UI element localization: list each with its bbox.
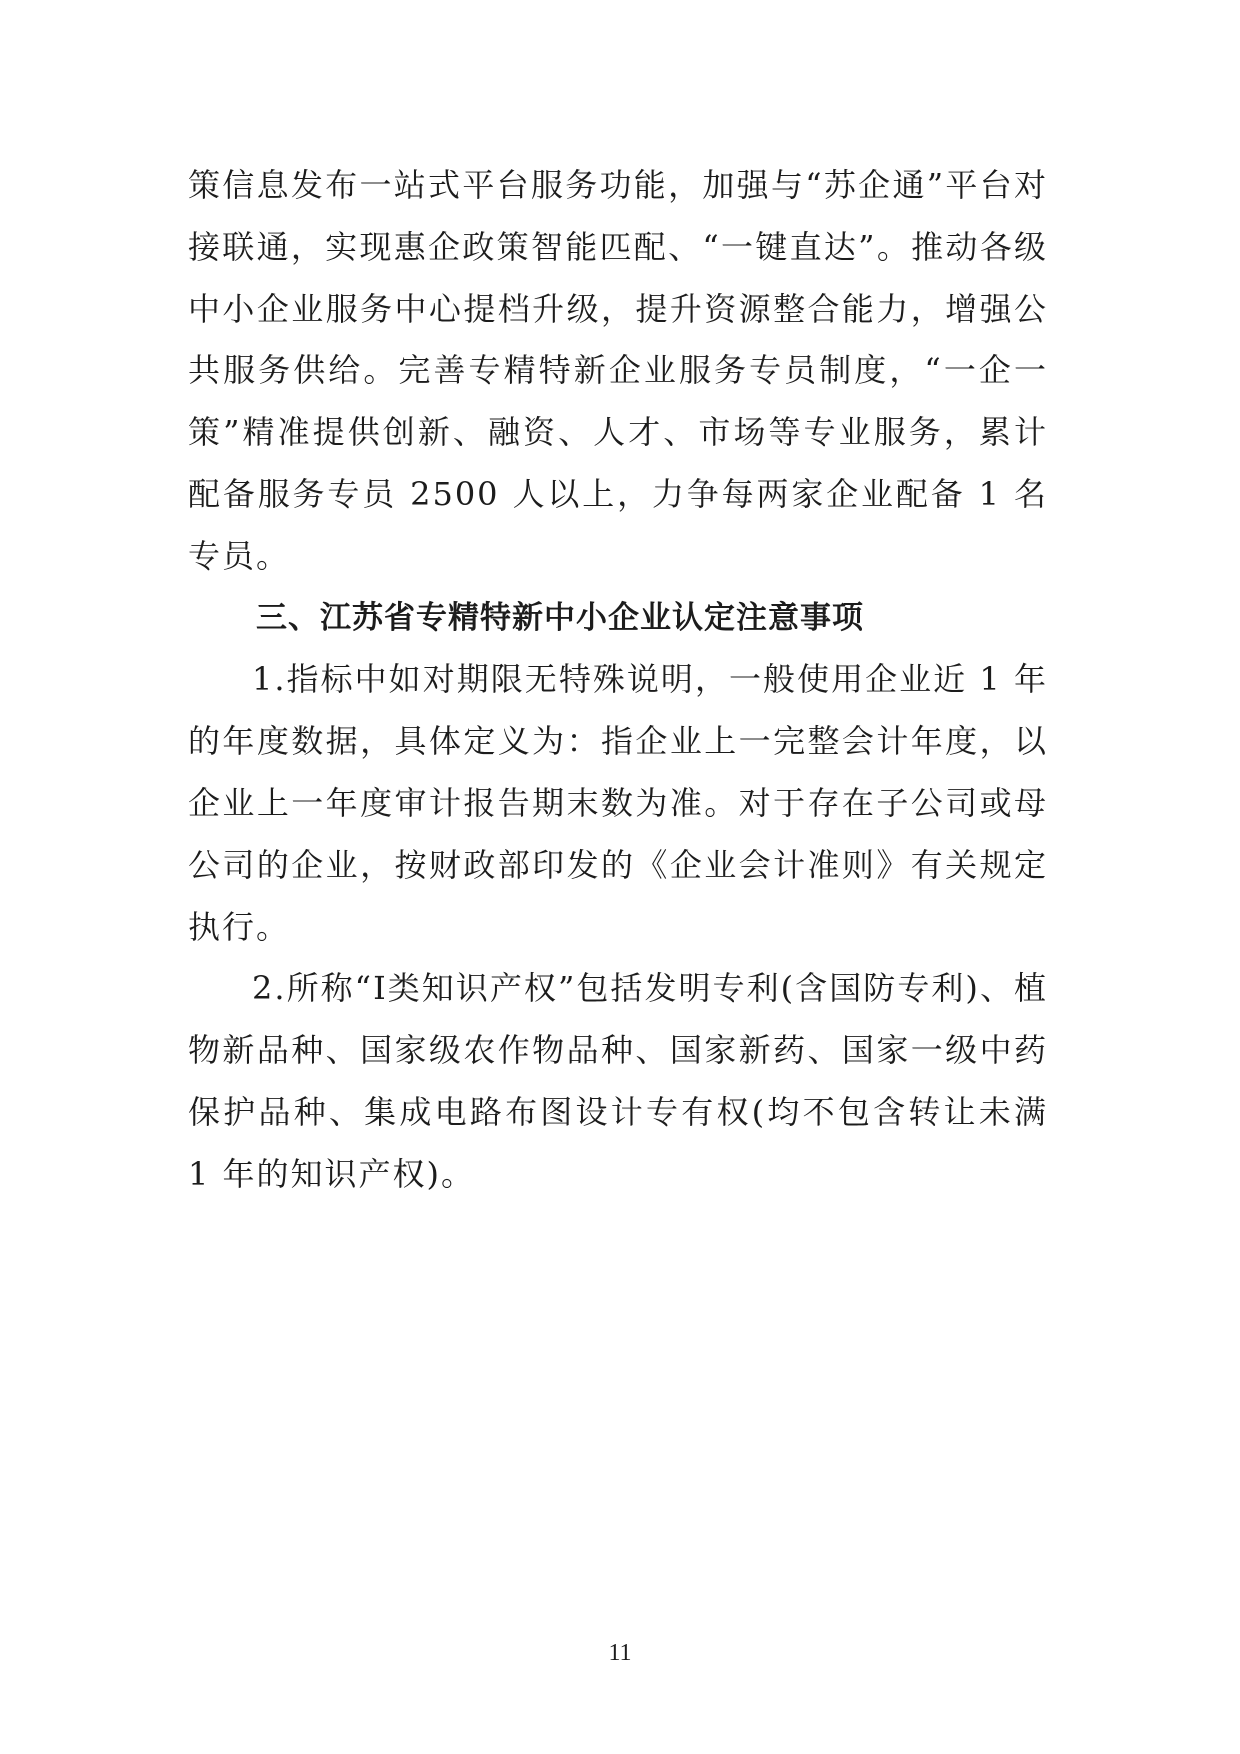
paragraph-continued-service: 策信息发布一站式平台服务功能，加强与“苏企通”平台对接联通，实现惠企政策智能匹配、“一键直达”。推动各级中小企业服务中心提档升级，提升资源整合能力，增强公共服务供给。完善专精特新企业服务专员制度，“一企一策”精准提供创新、融资、人才、市场等专业服务，累计配备服务专员 2500 人以上，力争每两家企业配备 1 名专员。 [188, 166, 1048, 575]
paragraph-note-2: 2.所称“Ⅰ类知识产权”包括发明专利(含国防专利)、植物新品种、国家级农作物品种、国家新药、国家一级中药保护品种、集成电路布图设计专有权(均不包含转让未满 1 年的知识产权)。 [188, 969, 1048, 1193]
page-number: 11 [608, 1640, 632, 1666]
section-heading: 三、江苏省专精特新中小企业认定注意事项 [256, 599, 864, 636]
paragraph-note-1: 1.指标中如对期限无特殊说明，一般使用企业近 1 年的年度数据，具体定义为：指企业上一完整会计年度，以企业上一年度审计报告期末数为准。对于存在子公司或母公司的企业，按财政部印发的《企业会计准则》有关规定执行。 [188, 660, 1048, 946]
document-body [188, 155, 1048, 1206]
